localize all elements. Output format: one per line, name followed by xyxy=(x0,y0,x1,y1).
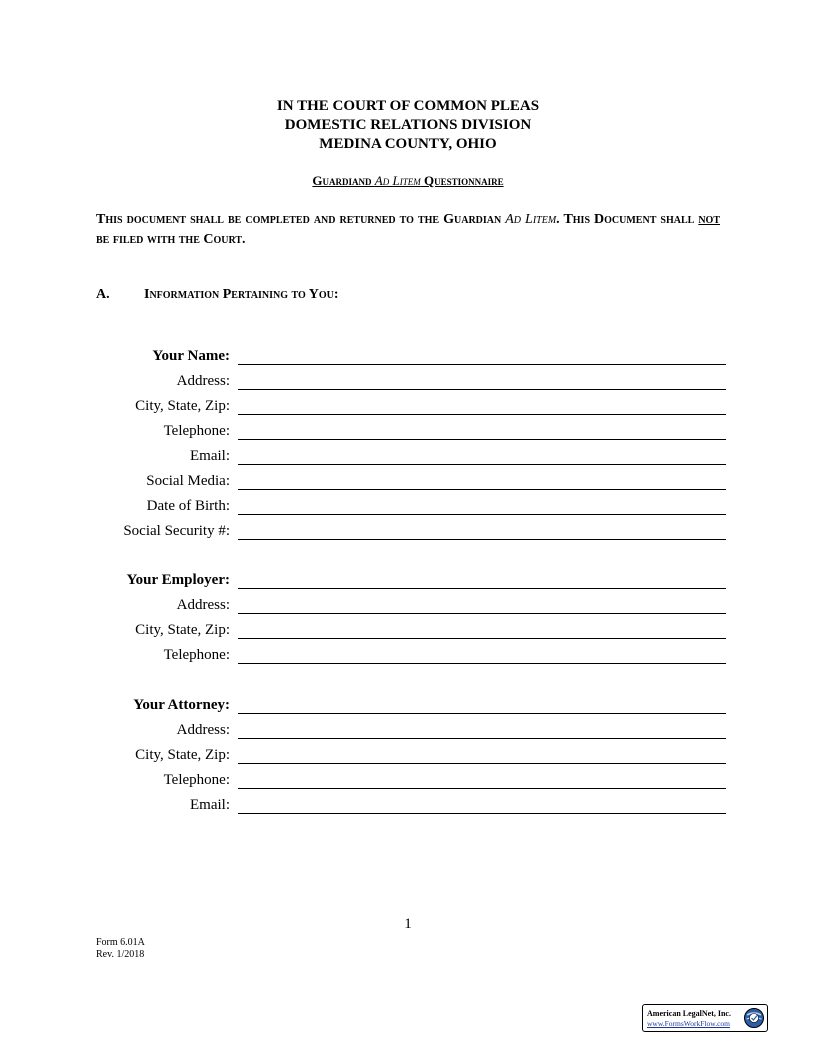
social-media-field xyxy=(0,471,816,491)
title-part1: Guardiand xyxy=(312,173,375,188)
employer-telephone-label: Telephone: xyxy=(163,647,230,663)
instructions-part1: This document shall be completed and returned to the Guardian xyxy=(96,212,506,227)
your-employer-field xyxy=(0,570,816,590)
vendor-company: American LegalNet, Inc. xyxy=(647,1009,731,1018)
instructions-italic: Ad Litem xyxy=(505,212,557,227)
social-security-input-line[interactable] xyxy=(238,539,726,540)
social-media-label: Social Media: xyxy=(146,473,230,489)
employer-telephone-input-line[interactable] xyxy=(238,663,726,664)
address-field xyxy=(0,371,816,391)
instructions-paragraph xyxy=(96,210,720,250)
globe-icon xyxy=(743,1007,765,1029)
court-header xyxy=(0,97,816,154)
instructions-underlined: not xyxy=(698,212,720,227)
document-title xyxy=(0,173,816,189)
court-name: IN THE COURT OF COMMON PLEAS xyxy=(276,98,540,114)
city-state-zip-field xyxy=(0,396,816,416)
date-of-birth-field xyxy=(0,496,816,516)
employer-city-state-zip-label: City, State, Zip: xyxy=(135,622,230,638)
employer-address-label: Address: xyxy=(176,597,230,613)
your-name-field xyxy=(0,346,816,366)
instructions-part3: be filed with the Court. xyxy=(96,232,246,247)
attorney-email-label: Email: xyxy=(190,797,230,813)
attorney-email-field xyxy=(0,795,816,815)
your-employer-label: Your Employer: xyxy=(126,572,230,588)
employer-city-state-zip-input-line[interactable] xyxy=(238,638,726,639)
attorney-address-label: Address: xyxy=(176,722,230,738)
attorney-telephone-input-line[interactable] xyxy=(238,788,726,789)
attorney-address-input-line[interactable] xyxy=(238,738,726,739)
your-attorney-input-line[interactable] xyxy=(238,713,726,714)
employer-address-field xyxy=(0,595,816,615)
attorney-telephone-label: Telephone: xyxy=(163,772,230,788)
instructions-part2: . This Document shall xyxy=(556,212,699,227)
attorney-city-state-zip-input-line[interactable] xyxy=(238,763,726,764)
title-part2: Questionnaire xyxy=(420,173,504,188)
court-county: MEDINA COUNTY, OHIO xyxy=(319,136,497,152)
form-identifier xyxy=(96,937,145,961)
page-number: 1 xyxy=(404,916,412,932)
your-name-input-line[interactable] xyxy=(238,364,726,365)
vendor-badge[interactable] xyxy=(642,1004,768,1032)
section-letter: A. xyxy=(96,287,110,302)
social-media-input-line[interactable] xyxy=(238,489,726,490)
email-field xyxy=(0,446,816,466)
date-of-birth-label: Date of Birth: xyxy=(146,498,230,514)
attorney-city-state-zip-label: City, State, Zip: xyxy=(135,747,230,763)
employer-city-state-zip-field xyxy=(0,620,816,640)
employer-telephone-field xyxy=(0,645,816,665)
attorney-email-input-line[interactable] xyxy=(238,813,726,814)
your-attorney-field xyxy=(0,695,816,715)
employer-address-input-line[interactable] xyxy=(238,613,726,614)
email-input-line[interactable] xyxy=(238,464,726,465)
address-input-line[interactable] xyxy=(238,389,726,390)
title-italic: Ad Litem xyxy=(374,173,421,188)
form-revision: Rev. 1/2018 xyxy=(96,949,145,960)
city-state-zip-label: City, State, Zip: xyxy=(135,398,230,414)
section-title: Information Pertaining to You: xyxy=(144,287,339,302)
social-security-field xyxy=(0,521,816,541)
vendor-website-link[interactable]: www.FormsWorkFlow.com xyxy=(647,1019,731,1028)
telephone-label: Telephone: xyxy=(163,423,230,439)
your-employer-input-line[interactable] xyxy=(238,588,726,589)
attorney-telephone-field xyxy=(0,770,816,790)
city-state-zip-input-line[interactable] xyxy=(238,414,726,415)
your-name-label: Your Name: xyxy=(152,348,230,364)
telephone-field xyxy=(0,421,816,441)
telephone-input-line[interactable] xyxy=(238,439,726,440)
attorney-city-state-zip-field xyxy=(0,745,816,765)
address-label: Address: xyxy=(176,373,230,389)
social-security-label: Social Security #: xyxy=(123,523,230,539)
section-a-heading xyxy=(96,287,339,303)
email-label: Email: xyxy=(190,448,230,464)
court-division: DOMESTIC RELATIONS DIVISION xyxy=(284,117,532,133)
attorney-address-field xyxy=(0,720,816,740)
form-number: Form 6.01A xyxy=(96,937,145,948)
date-of-birth-input-line[interactable] xyxy=(238,514,726,515)
your-attorney-label: Your Attorney: xyxy=(133,697,230,713)
